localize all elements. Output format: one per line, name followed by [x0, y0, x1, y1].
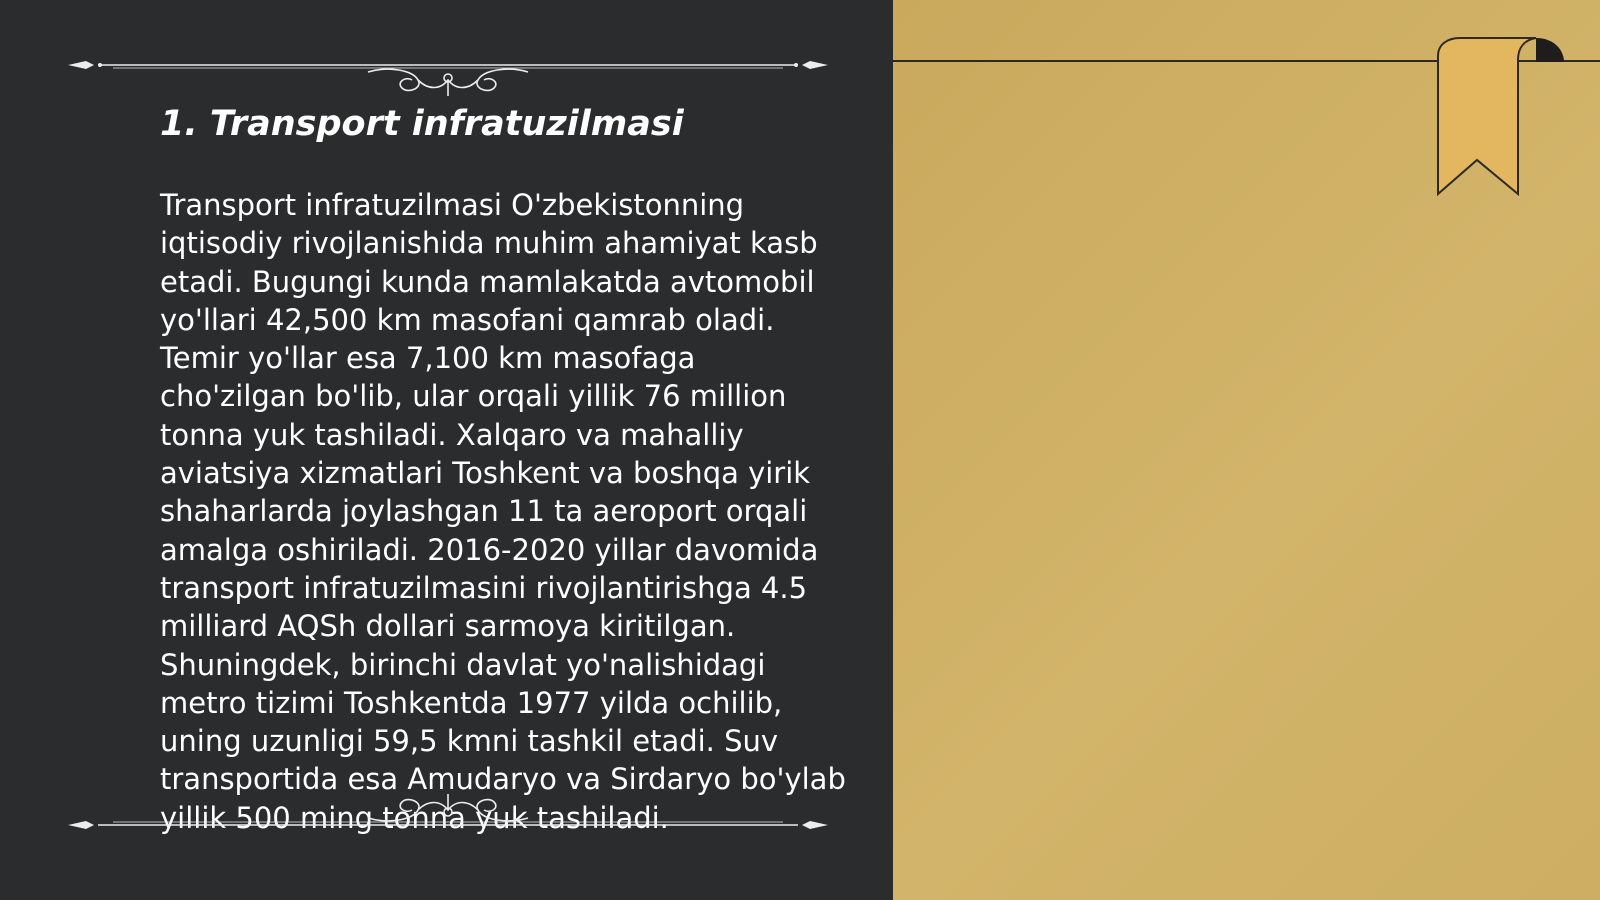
- ornament-divider-top-icon: [68, 48, 828, 98]
- slide-title: 1. Transport infratuzilmasi: [160, 104, 684, 144]
- ornament-divider-bottom-icon: [68, 780, 828, 830]
- right-panel: [893, 0, 1600, 900]
- bookmark-ribbon-icon: [1436, 36, 1566, 196]
- slide-body-text: Transport infratuzilmasi O'zbekistonning iqtisodiy rivojlanishida muhim ahamiyat kasb etadi. Bugungi kunda mamlakatda avtomobil yo'llari 42,500 km masofani qamrab oladi. Temir yo'llar esa 7,100 km masofaga cho'zilgan bo'lib, ular orqali yillik 76 million tonna yuk tashiladi. Xalqaro va mahalliy aviatsiya xizmatlari Toshkent va boshqa yirik shaharlarda joylashgan 11 ta aeroport orqali amalga oshiriladi. 2016-2020 yillar davomida transport infratuzilmasini rivojlantirishga 4.5 milliard AQSh dollari sarmoya kiritilgan. Shuningdek, birinchi davlat yo'nalishidagi metro tizimi Toshkentda 1977 yilda ochilib, uning uzunligi 59,5 kmni tashkil etadi. Suv transportida esa Amudaryo va Sirdaryo bo'ylab yillik 500 ming tonna yuk tashiladi.: [160, 188, 846, 835]
